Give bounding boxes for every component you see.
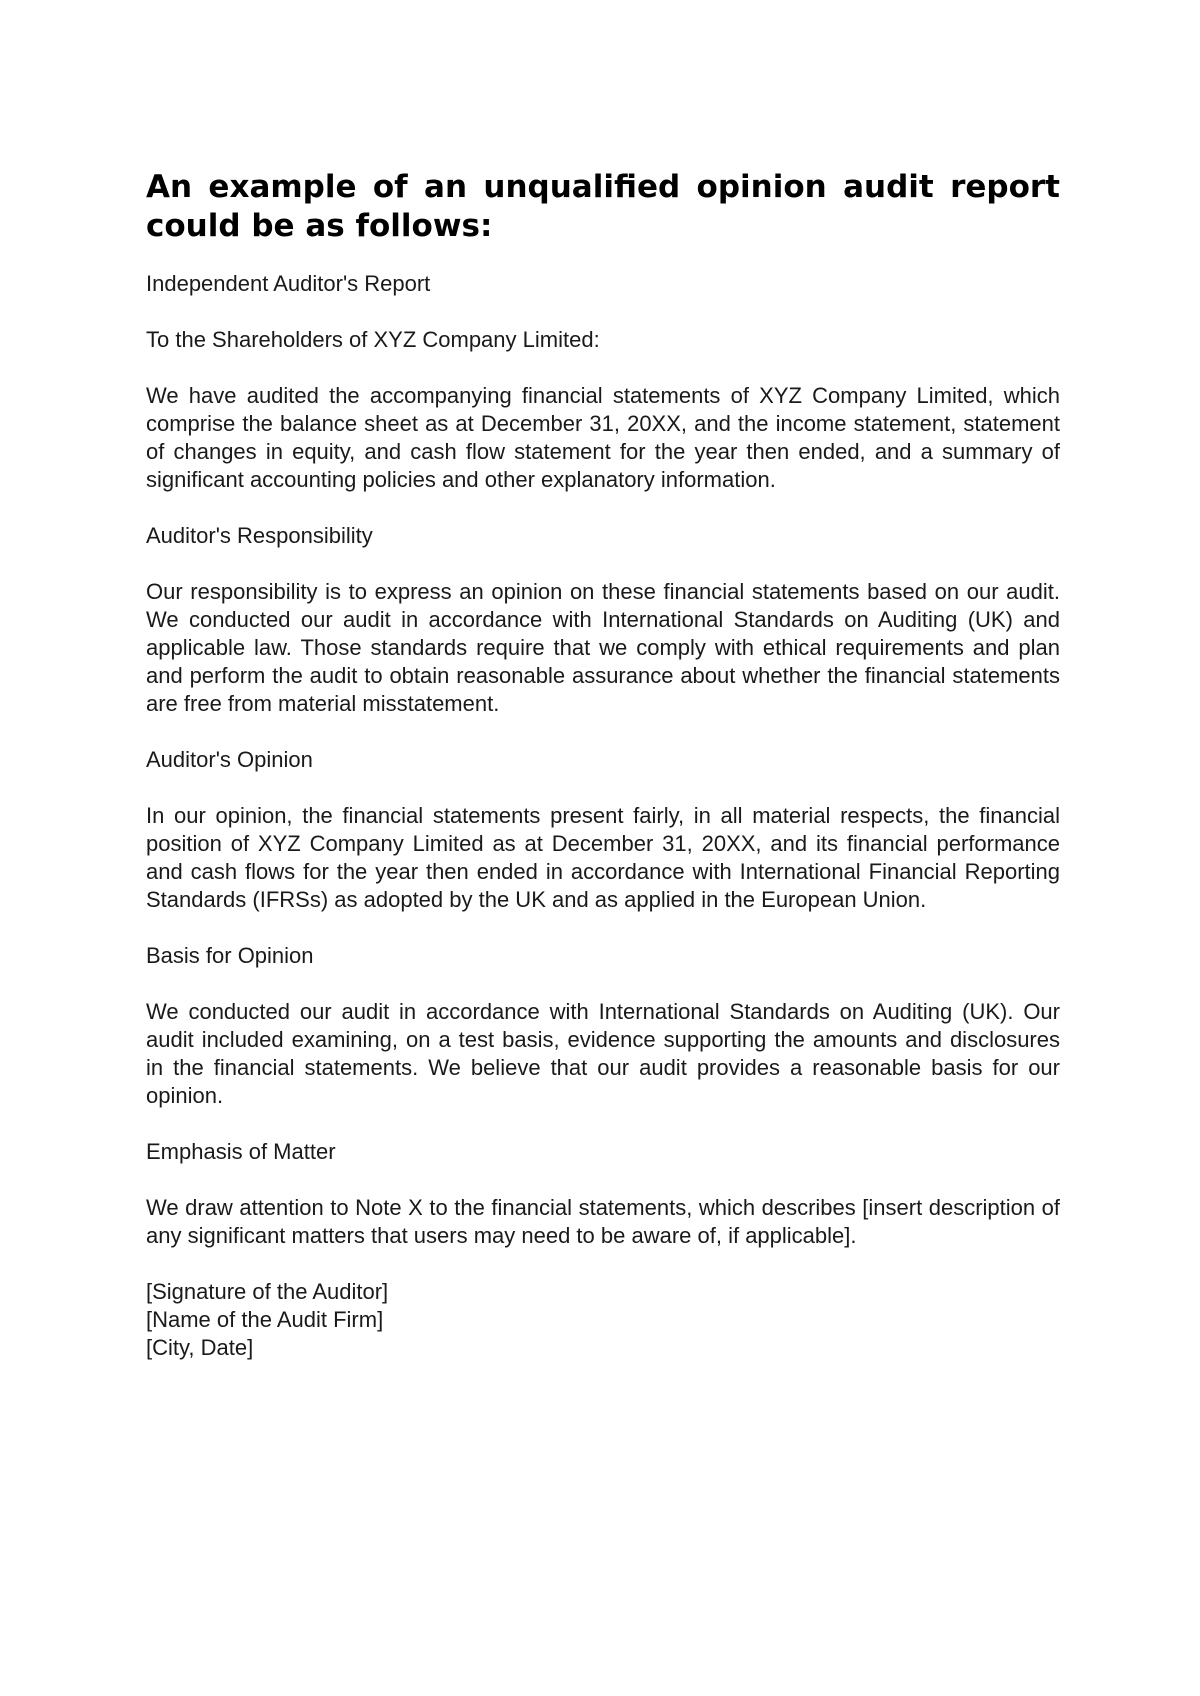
opinion-heading: Auditor's Opinion xyxy=(146,747,313,772)
basis-paragraph: We conducted our audit in accordance with International Standards on Auditing (UK). Our audit included examining, on a test basis, evidence supporting the amounts and disclosures in the financial statements. We believe that our audit provides a reasonable basis for our opinion. xyxy=(146,999,1060,1108)
opinion-paragraph: In our opinion, the financial statements present fairly, in all material respects, the financial position of XYZ Company Limited as at December 31, 20XX, and its financial performance and cash flows for the year then ended in accordance with International Financial Reporting Standards (IFRSs) as adopted by the UK and as applied in the European Union. xyxy=(146,803,1060,912)
document-title: An example of an unqualified opinion audit report could be as follows: xyxy=(146,169,1060,244)
emphasis-heading: Emphasis of Matter xyxy=(146,1139,336,1164)
audit-firm-line: [Name of the Audit Firm] xyxy=(146,1307,384,1332)
responsibility-heading: Auditor's Responsibility xyxy=(146,523,373,548)
signature-line: [Signature of the Auditor] xyxy=(146,1279,389,1304)
emphasis-paragraph: We draw attention to Note X to the financial statements, which describes [insert description of any significant matters that users may need to be aware of, if applicable]. xyxy=(146,1195,1060,1248)
signature-block xyxy=(146,1278,1060,1362)
city-date-line: [City, Date] xyxy=(146,1335,254,1360)
intro-paragraph: We have audited the accompanying financial statements of XYZ Company Limited, which comprise the balance sheet as at December 31, 20XX, and the income statement, statement of changes in equity, and cash flow statement for the year then ended, and a summary of significant accounting policies and other explanatory information. xyxy=(146,383,1060,492)
addressee-line: To the Shareholders of XYZ Company Limited: xyxy=(146,327,600,352)
document-page xyxy=(146,168,1060,1390)
basis-heading: Basis for Opinion xyxy=(146,943,314,968)
responsibility-paragraph: Our responsibility is to express an opinion on these financial statements based on our audit. We conducted our audit in accordance with International Standards on Auditing (UK) and applicable law. Those standards require that we comply with ethical requirements and plan and perform the audit to obtain reasonable assurance about whether the financial statements are free from material misstatement. xyxy=(146,579,1060,716)
report-heading: Independent Auditor's Report xyxy=(146,271,431,296)
